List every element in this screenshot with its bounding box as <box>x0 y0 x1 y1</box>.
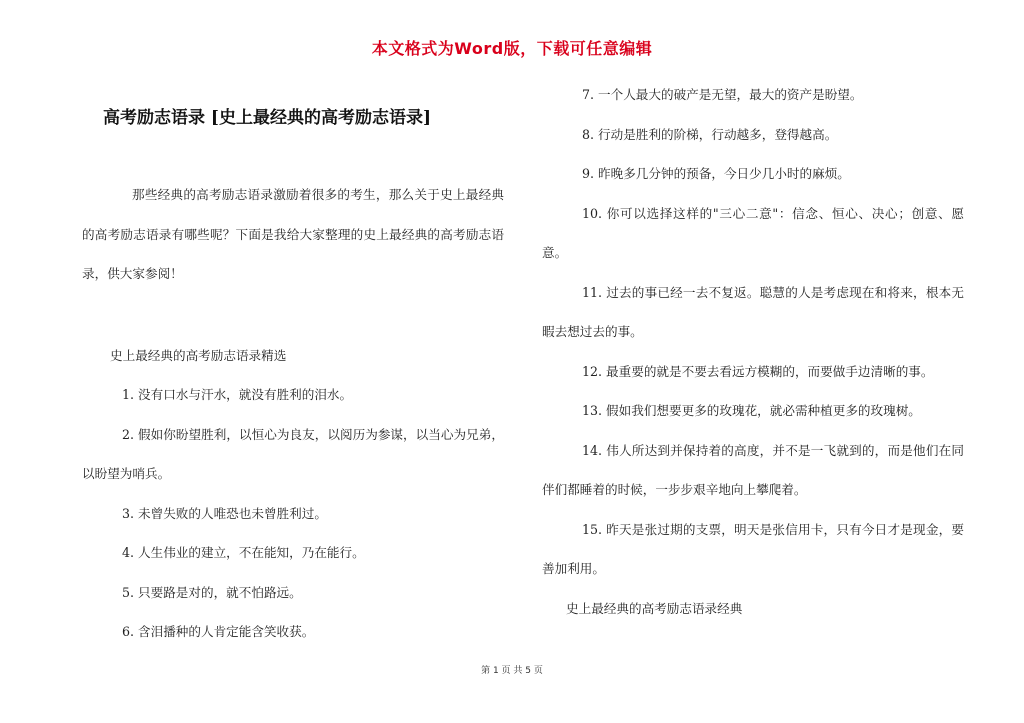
page-number: 第 1 页 共 5 页 <box>481 666 543 676</box>
spacer <box>82 294 504 336</box>
quote-item-2: 2. 假如你盼望胜利，以恒心为良友，以阅历为参谋，以当心为兄弟，以盼望为哨兵。 <box>82 426 504 481</box>
format-banner: 本文格式为Word版，下载可任意编辑 <box>371 39 653 58</box>
quote-item-13: 13. 假如我们想要更多的玫瑰花，就必需种植更多的玫瑰树。 <box>582 403 921 418</box>
quote-item-1: 1. 没有口水与汗水，就没有胜利的泪水。 <box>122 387 353 402</box>
quote-item-7: 7. 一个人最大的破产是无望，最大的资产是盼望。 <box>582 87 863 102</box>
left-column <box>82 175 504 652</box>
quote-item-5: 5. 只要路是对的，就不怕路远。 <box>122 584 302 600</box>
quote-item-10: 10. 你可以选择这样的"三心二意"：信念、恒心、决心；创意、愿意。 <box>542 205 964 260</box>
section-heading-classics: 史上最经典的高考励志语录经典 <box>566 600 743 616</box>
section-heading-picks: 史上最经典的高考励志语录精选 <box>110 347 287 363</box>
intro-paragraph: 那些经典的高考励志语录激励着很多的考生，那么关于史上最经典的高考励志语录有哪些呢？下面是我给大家整理的史上最经典的高考励志语录，供大家参阅！ <box>82 187 504 281</box>
right-column <box>542 75 964 628</box>
quote-item-14: 14. 伟人所达到并保持着的高度，并不是一飞就到的，而是他们在同伴们都睡着的时候，一步步艰辛地向上攀爬着。 <box>542 442 964 497</box>
page-title: 高考励志语录 [史上最经典的高考励志语录] <box>103 108 432 129</box>
quote-item-8: 8. 行动是胜利的阶梯，行动越多，登得越高。 <box>582 126 838 142</box>
quote-item-12: 12. 最重要的就是不要去看远方模糊的，而要做手边清晰的事。 <box>582 363 934 379</box>
quote-item-9: 9. 昨晚多几分钟的预备，今日少几小时的麻烦。 <box>582 166 850 181</box>
quote-item-4: 4. 人生伟业的建立，不在能知，乃在能行。 <box>122 545 365 560</box>
quote-item-6: 6. 含泪播种的人肯定能含笑收获。 <box>122 624 315 639</box>
quote-item-15: 15. 昨天是张过期的支票，明天是张信用卡，只有今日才是现金，要善加利用。 <box>542 521 964 576</box>
quote-item-3: 3. 未曾失败的人唯恐也未曾胜利过。 <box>122 505 327 521</box>
quote-item-11: 11. 过去的事已经一去不复返。聪慧的人是考虑现在和将来，根本无暇去想过去的事。 <box>542 284 964 339</box>
